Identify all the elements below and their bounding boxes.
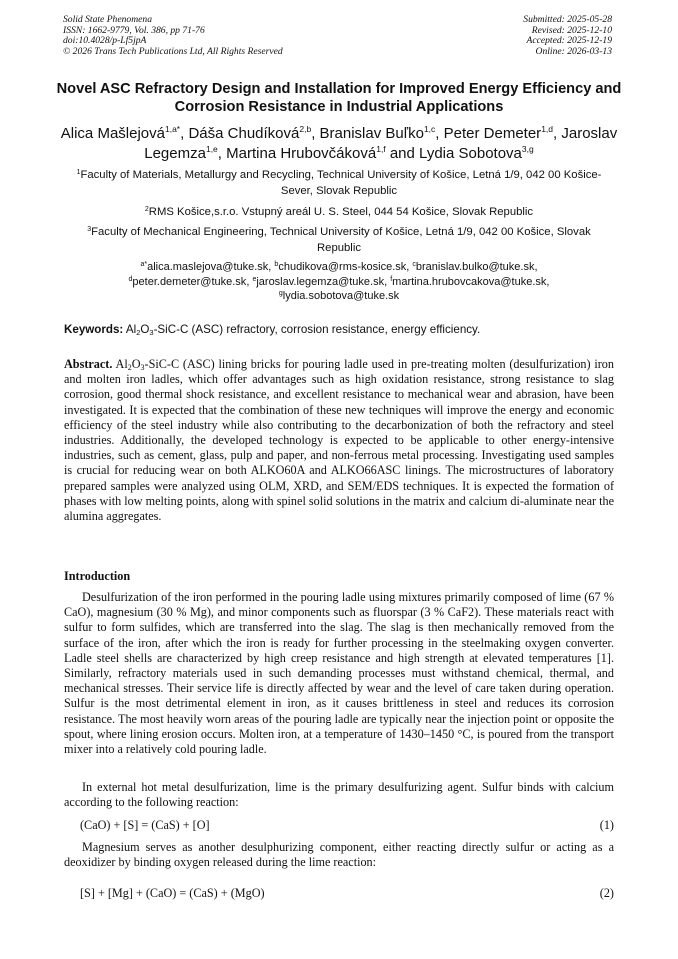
email-sup: e bbox=[252, 275, 257, 283]
abstract bbox=[64, 357, 614, 524]
accepted-date: Accepted: 2025-12-19 bbox=[526, 35, 612, 47]
submitted-date: Submitted: 2025-05-28 bbox=[523, 14, 612, 25]
affiliation-1 bbox=[64, 168, 614, 199]
affiliation-sup: 2 bbox=[144, 206, 149, 213]
intro-paragraph-2: In external hot metal desulfurization, lime is the primary desulfurizing agent. Sulfur binds with calcium according to the following reaction: bbox=[64, 780, 614, 810]
affiliation-3 bbox=[64, 225, 614, 256]
journal-header-right bbox=[523, 15, 612, 57]
equation-1 bbox=[80, 818, 614, 833]
keywords-label: Keywords: bbox=[64, 323, 124, 336]
section-heading: Introduction bbox=[64, 569, 131, 583]
author-list: Alica Mašlejová$^{1,a*}$, Dáša Chudíková$^{2,b}$, Branislav Buľko$^{1,c}$, Peter Demeter$^{1,d}$, Jaroslav Legemza$^{1,e}$, Martina Hrubovčáková$^{1,f}$ and Lydia Sobotova$^{3,g}$ bbox=[60, 124, 618, 162]
journal-name: Solid State Phenomena bbox=[63, 14, 152, 25]
online-date: Online: 2026-03-13 bbox=[535, 45, 612, 57]
email-link[interactable]: jaroslav.legemza@tuke.sk bbox=[256, 275, 385, 288]
affiliation-text: RMS Košice,s.r.o. Vstupný areál U. S. Steel, 044 54 Košice, Slovak Republic bbox=[148, 206, 534, 218]
author-sup: 1,c bbox=[423, 124, 436, 134]
abstract-label: Abstract. bbox=[64, 357, 113, 371]
author-name: Alica Mašlejová bbox=[60, 125, 165, 142]
issn-line: ISSN: 1662-9779, Vol. 386, pp 71-76 bbox=[63, 24, 205, 36]
email-sup: c bbox=[412, 261, 416, 268]
author-name: Jaroslav Legemza bbox=[144, 125, 618, 162]
email-link[interactable]: branislav.bulko@tuke.sk bbox=[415, 261, 535, 273]
author-name: Lydia Sobotova bbox=[419, 145, 522, 162]
intro-paragraph-3: Magnesium serves as another desulphurizing component, either reacting directly sulfur or acting as a deoxidizer by binding oxygen released during the lime reaction: bbox=[64, 840, 614, 870]
email-sup: a* bbox=[140, 261, 148, 268]
email-sup: b bbox=[274, 261, 279, 268]
formula-al2o3: $Al_2O_3$ bbox=[115, 357, 145, 372]
affiliation-text: Faculty of Mechanical Engineering, Technical University of Košice, Letná 1/9, 042 00 Košice, Slovak Republic bbox=[91, 226, 591, 254]
doi-line[interactable]: doi:10.4028/p-Lf5jpA bbox=[63, 35, 147, 47]
author-sup: 1,d bbox=[541, 124, 554, 134]
keywords bbox=[64, 322, 614, 337]
equation-number: (2) bbox=[599, 886, 614, 900]
equation-number: (1) bbox=[599, 818, 614, 832]
author-and: and bbox=[389, 145, 415, 162]
email-list: $^{a*}$alica.maslejova@tuke.sk, $^b$chudikova@rms-kosice.sk, $^c$branislav.bulko@tuke.sk, $^d$peter.demeter@tuke.sk, $^e$jaroslav.legemza@tuke.sk, $^f$martina.hrubovcakova@tuke.sk, $^g$lydia.sobotova@tuke.sk bbox=[128, 261, 550, 303]
formula-al2o3: $Al_2O_3$ bbox=[125, 323, 154, 337]
author-name: Dáša Chudíková bbox=[188, 125, 300, 142]
author-sup: 3,g bbox=[521, 144, 534, 154]
email-sup: f bbox=[390, 275, 393, 283]
author-name: Branislav Buľko bbox=[319, 125, 424, 142]
affiliation-2 bbox=[64, 205, 614, 221]
journal-header-left bbox=[63, 15, 283, 57]
email-link[interactable]: lydia.sobotova@tuke.sk bbox=[282, 290, 400, 303]
email-sup: g bbox=[278, 290, 283, 298]
author-name: Martina Hrubovčáková bbox=[226, 145, 377, 162]
paper-title: Novel ASC Refractory Design and Installation for Improved Energy Efficiency and Corrosion Resistance in Industrial Applications bbox=[56, 81, 622, 115]
abstract-text: -SiC-C (ASC) lining bricks for pouring ladle used in pre-treating molten (desulfurization) iron and molten iron ladles, which offer advantages such as high oxidation resistance, strong resistance to slag corrosion, good thermal shock resistance, and excellent resistance to mechanical wear and abrasion, have been investigated. It is expected that the combination of these new techniques will improve the energy and economic efficiency of the steel industry while also contributing to the decarbonization of both the refractory and steel industries. Additionally, the developed technology is expected to be applicable to other energy-intensive industries, such as cement, glass, pulp and paper, and non-ferrous metal processing. Investigating used samples is crucial for reducing wear on both ALKO60A and ALKO66ASC linings. The microstructures of laboratory prepared samples were analyzed using OLM, XRD, and SEM/EDS techniques. It is expected the formation of phases with low melting points, along with spinel solid solutions in the matrix and calcium di-aluminate near the alumina aggregates. bbox=[64, 357, 614, 524]
email-link[interactable]: peter.demeter@tuke.sk bbox=[132, 275, 247, 288]
email-link[interactable]: alica.maslejova@tuke.sk bbox=[147, 261, 269, 273]
email-link[interactable]: chudikova@rms-kosice.sk bbox=[278, 261, 407, 273]
email-link[interactable]: martina.hrubovcakova@tuke.sk bbox=[392, 275, 547, 288]
email-sup: d bbox=[128, 275, 133, 283]
equation-2 bbox=[80, 886, 614, 901]
affiliation-sup: 3 bbox=[87, 226, 92, 233]
author-name: Peter Demeter bbox=[443, 125, 542, 142]
revised-date: Revised: 2025-12-10 bbox=[531, 24, 612, 36]
affiliation-text: Faculty of Materials, Metallurgy and Recycling, Technical University of Košice, Letná 1/9, 042 00 Košice-Sever, Slovak Republic bbox=[80, 169, 602, 197]
author-sup: 1,e bbox=[205, 144, 218, 154]
intro-paragraph-1: Desulfurization of the iron performed in the pouring ladle using mixtures primarily composed of lime (67 % CaO), magnesium (30 % Mg), and minor components such as fluorspar (3 % CaF2). These materials react with sulfur to form sulfides, which are transferred into the slag. The slag is then mechanically removed from the surface of the iron, after which the iron is ready for further processing in the steelmaking oxygen converter. Ladle steel shells are characterized by high creep resistance and high strength at elevated temperatures [1]. Similarly, refractory materials used in such demanding processes must withstand chemical, thermal, and mechanical stresses. Their service life is directly affected by wear and the level of care taken during operation. Sulfur is the most detrimental element in iron, as it causes brittleness in steel and reduces its corrosion resistance. The most heavily worn areas of the pouring ladle are typically near the injection point or opposite the spout, where lining erosion occurs. Molten iron, at a temperature of 1430–1450 °C, is poured from the transport mixer into a relatively cold pouring ladle. bbox=[64, 590, 614, 757]
affiliation-sup: 1 bbox=[76, 169, 81, 176]
equation-text: (CaO) + [S] = (CaS) + [O] bbox=[80, 818, 210, 832]
copyright-line: © 2026 Trans Tech Publications Ltd, All Rights Reserved bbox=[63, 45, 283, 57]
author-sup: 1,f bbox=[376, 144, 386, 154]
equation-text: [S] + [Mg] + (CaO) = (CaS) + (MgO) bbox=[80, 886, 265, 900]
author-sup: 2,b bbox=[299, 124, 312, 134]
keywords-text: -SiC-C (ASC) refractory, corrosion resistance, energy efficiency. bbox=[153, 323, 481, 336]
author-sup: 1,a* bbox=[164, 124, 181, 134]
